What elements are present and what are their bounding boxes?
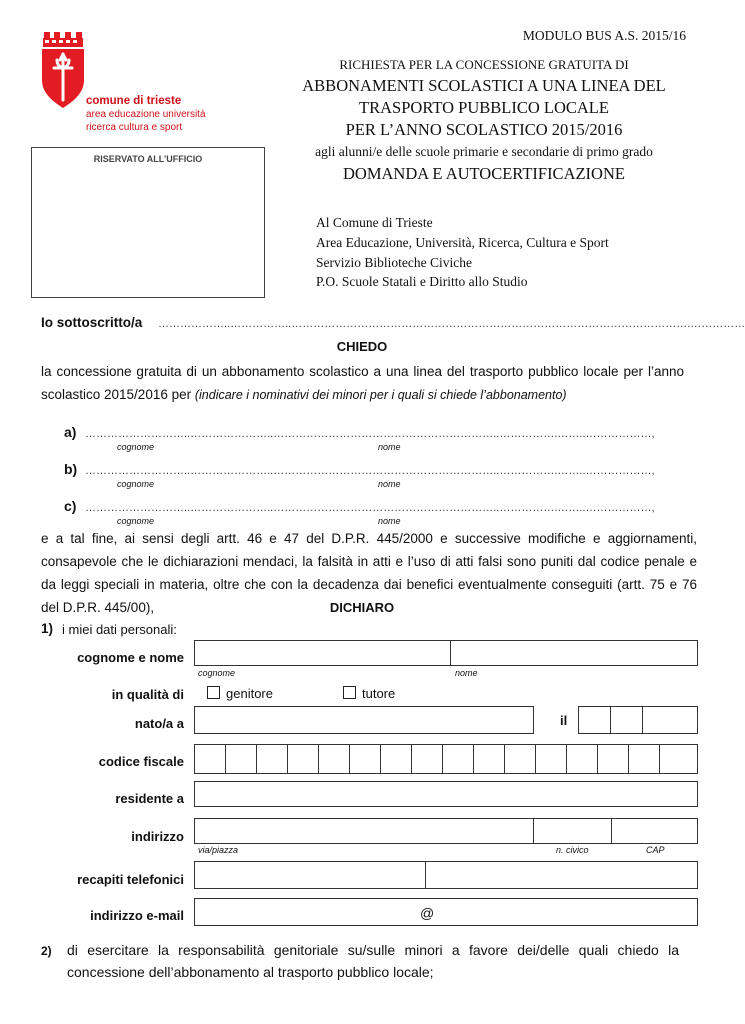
surname-name-label: cognome e nome [77,650,184,665]
applicant-label: Io sottoscritto/a [41,315,143,330]
birth-month-field[interactable] [610,706,643,734]
form-type: DOMANDA E AUTOCERTIFICAZIONE [343,164,625,183]
tax-code-cell[interactable] [287,744,319,774]
recipient-line-4: P.O. Scuole Statali e Diritto allo Studio [316,274,528,289]
recipient-line-2: Area Educazione, Università, Ricerca, Cultura e Sport [316,235,609,250]
checkbox-icon[interactable] [207,686,220,699]
caption-surname: cognome [198,668,236,678]
chiedo-instruction: (indicare i nominativi dei minori per i quali si chiede l’abbonamento) [194,388,567,402]
tax-code-cell[interactable] [535,744,567,774]
role-option-tutore[interactable] [343,686,395,701]
phone-field-2[interactable] [425,861,698,889]
tax-code-cell[interactable] [256,744,288,774]
title-line-4: PER L’ANNO SCOLASTICO 2015/2016 [345,120,623,139]
minor-c-line[interactable]: ………………………..…………………..……………………………………………………..…………….……..………………, [85,502,655,514]
street-field[interactable] [194,818,534,844]
phones-label: recapiti telefonici [77,872,184,887]
declaration-paragraph: e a tal fine, ai sensi degli artt. 46 e 47 del D.P.R. 445/2000 e successive modifiche e aggiornamenti, consapevole che le dichiarazioni mendaci, la falsità in atti e l’uso di atti falsi sono puniti dal codice penale e da leggi speciali in materia, oltre che con la decadenza dai benefici eventualmente conseguiti (artt. 75 e 76 del D.P.R. 445/00), [41,531,697,615]
tax-code-cell[interactable] [566,744,598,774]
email-field[interactable] [194,898,698,926]
civic-number-field[interactable] [533,818,612,844]
tax-code-cell[interactable] [194,744,226,774]
chiedo-paragraph [41,360,684,407]
applicant-name-line[interactable]: ………………..……………..……………………………………………………………………………………………….…………… [158,318,745,330]
caption-name: nome [455,668,478,678]
born-in-field[interactable] [194,706,534,734]
tax-code-cell[interactable] [318,744,350,774]
birth-day-field[interactable] [578,706,611,734]
cap-field[interactable] [611,818,698,844]
tax-code-cell[interactable] [349,744,381,774]
resident-label: residente a [115,791,184,806]
item-2-number: 2) [41,944,52,958]
dichiaro-heading: DICHIARO [329,600,395,615]
caption-surname: cognome [117,442,155,452]
checkbox-icon[interactable] [343,686,356,699]
tax-code-cell[interactable] [628,744,660,774]
resident-field[interactable] [194,781,698,807]
caption-street: via/piazza [198,845,239,855]
caption-surname: cognome [117,479,155,489]
minor-a-line[interactable]: ………………………..…………………..……………………………………………………..…………….……..………………, [85,428,655,440]
caption-surname: cognome [117,516,155,526]
role-option-label: tutore [362,686,396,701]
address-label: indirizzo [131,829,184,844]
title-line-3: TRASPORTO PUBBLICO LOCALE [359,98,609,117]
born-in-label: nato/a a [134,716,184,731]
minor-letter: a) [64,424,77,440]
item-2-text: di esercitare la responsabilità genitoriale su/sulle minori a favore dei/delle quali chiedo la concessione dell’abbonamento al trasporto pubblico locale; [67,942,679,980]
minor-letter: b) [64,461,78,477]
role-option-genitore[interactable] [207,686,273,701]
item-1-text: i miei dati personali: [62,622,177,637]
caption-name: nome [378,442,401,452]
caption-name: nome [378,516,401,526]
email-at-sign: @ [420,905,435,921]
recipient-line-3: Servizio Biblioteche Civiche [316,255,472,270]
tax-code-cell[interactable] [504,744,536,774]
subtitle: agli alunni/e delle scuole primarie e secondarie di primo grado [315,144,653,159]
tax-code-cell[interactable] [659,744,698,774]
minor-letter: c) [64,498,77,514]
item-1-number: 1) [41,621,54,636]
title-line-1: RICHIESTA PER LA CONCESSIONE GRATUITA DI [339,57,629,72]
phone-field-1[interactable] [194,861,426,889]
dept-line-1: area educazione università [86,109,206,120]
chiedo-text: la concessione gratuita di un abbonamento scolastico a una linea del trasporto pubblico locale per l’anno scolastico 2015/2016 per [41,364,684,402]
surname-name-field[interactable] [194,640,698,666]
role-option-label: genitore [226,686,273,701]
role-label: in qualità di [111,687,184,702]
tax-code-cell[interactable] [597,744,629,774]
module-code: MODULO BUS A.S. 2015/16 [522,28,686,43]
tax-code-label: codice fiscale [98,754,184,769]
tax-code-cell[interactable] [473,744,505,774]
office-use-box [31,147,265,298]
dept-line-2: ricerca cultura e sport [86,122,183,133]
trieste-coat-of-arms-icon [38,28,88,108]
field-divider [450,640,451,666]
email-label: indirizzo e-mail [90,908,184,923]
recipient-line-1: Al Comune di Trieste [316,215,433,230]
tax-code-cell[interactable] [225,744,257,774]
org-name: comune di trieste [86,95,182,107]
tax-code-cell[interactable] [442,744,474,774]
office-use-label: RISERVATO ALL’UFFICIO [93,154,203,164]
tax-code-cell[interactable] [411,744,443,774]
born-on-label: il [560,713,568,728]
birth-year-field[interactable] [642,706,698,734]
title-line-2: ABBONAMENTI SCOLASTICI A UNA LINEA DEL [302,76,666,95]
chiedo-heading: CHIEDO [336,339,388,354]
caption-name: nome [378,479,401,489]
caption-civic: n. civico [556,845,589,855]
caption-cap: CAP [646,845,665,855]
tax-code-cell[interactable] [380,744,412,774]
minor-b-line[interactable]: ………………………..…………………..……………………………………………………..…………….……..………………, [85,465,655,477]
